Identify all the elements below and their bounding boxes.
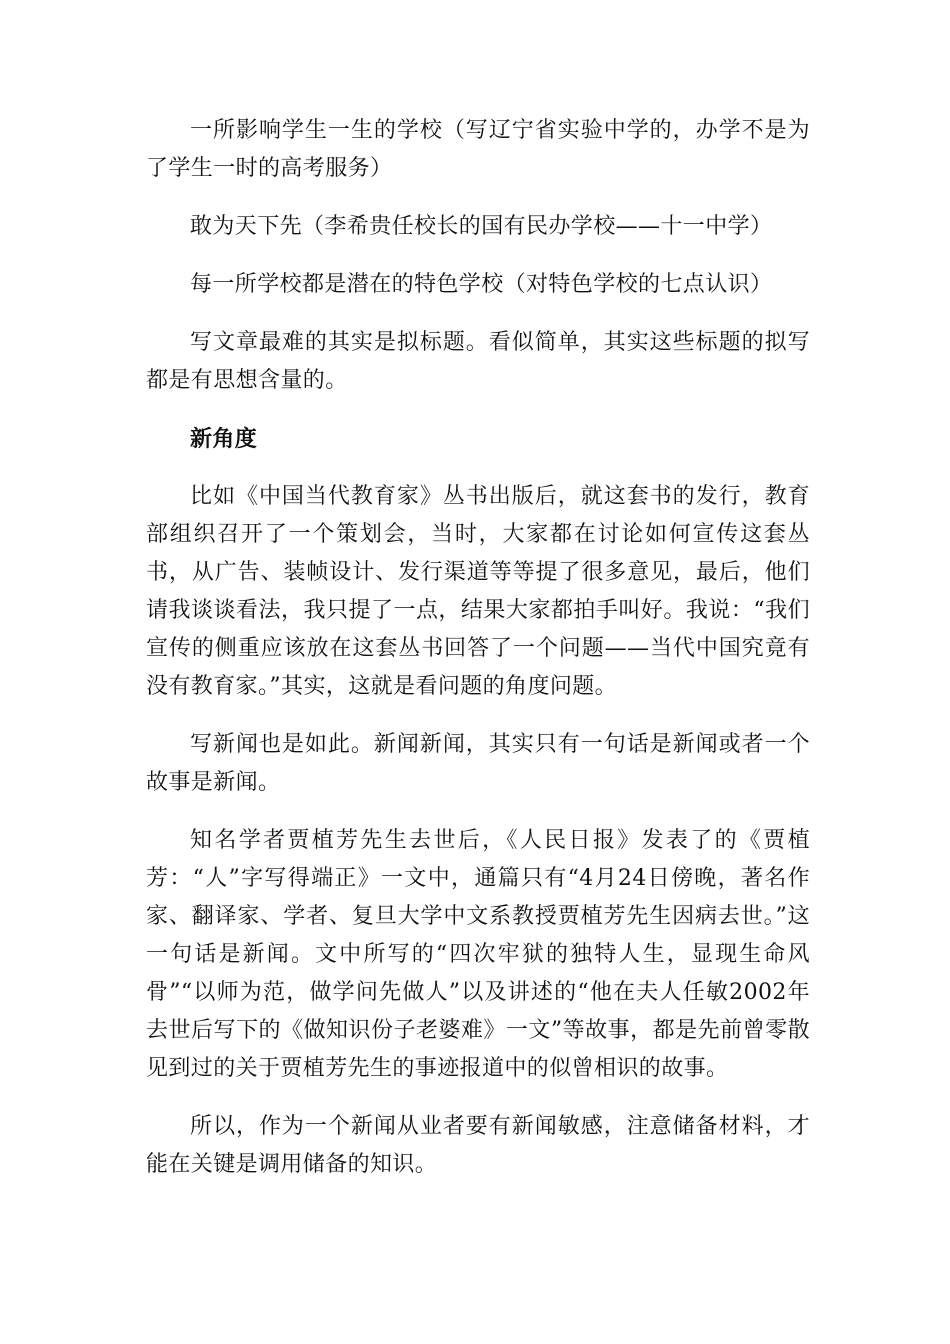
- paragraph-1: 一所影响学生一生的学校（写辽宁省实验中学的，办学不是为了学生一时的高考服务）: [146, 118, 810, 181]
- paragraph-6: 写新闻也是如此。新闻新闻，其实只有一句话是新闻或者一个故事是新闻。: [146, 732, 810, 795]
- section-heading: 新角度: [190, 426, 258, 452]
- paragraph-5: 比如《中国当代教育家》丛书出版后，就这套书的发行，教育部组织召开了一个策划会，当时，大家都在讨论如何宣传这套丛书，从广告、装帧设计、发行渠道等等提了很多意见，最后，他们请我谈谈看法，我只提了一点，结果大家都拍手叫好。我说：“我们宣传的侧重应该放在这套丛书回答了一个问题——当代中国究竟有没有教育家。”其实，这就是看问题的角度问题。: [146, 484, 810, 699]
- paragraph-4: 写文章最难的其实是拟标题。看似简单，其实这些标题的拟写都是有思想含量的。: [146, 330, 810, 393]
- paragraph-2: 敢为天下先（李希贵任校长的国有民办学校——十一中学）: [190, 214, 773, 239]
- paragraph-7: 知名学者贾植芳先生去世后，《人民日报》发表了的《贾植芳：“人”字写得端正》一文中，通篇只有“4月24日傍晚，著名作家、翻译家、学者、复旦大学中文系教授贾植芳先生因病去世。”这一句话是新闻。文中所写的“四次牢狱的独特人生，显现生命风骨”“以师为范，做学问先做人”以及讲述的“他在夫人任敏2002年去世后写下的《做知识份子老婆难》一文”等故事，都是先前曾零散见到过的关于贾植芳先生的事迹报道中的似曾相识的故事。: [146, 828, 810, 1081]
- paragraph-8: 所以，作为一个新闻从业者要有新闻敏感，注意储备材料，才能在关键是调用储备的知识。: [146, 1114, 810, 1177]
- paragraph-3: 每一所学校都是潜在的特色学校（对特色学校的七点认识）: [190, 272, 773, 297]
- document-body: [146, 112, 810, 1204]
